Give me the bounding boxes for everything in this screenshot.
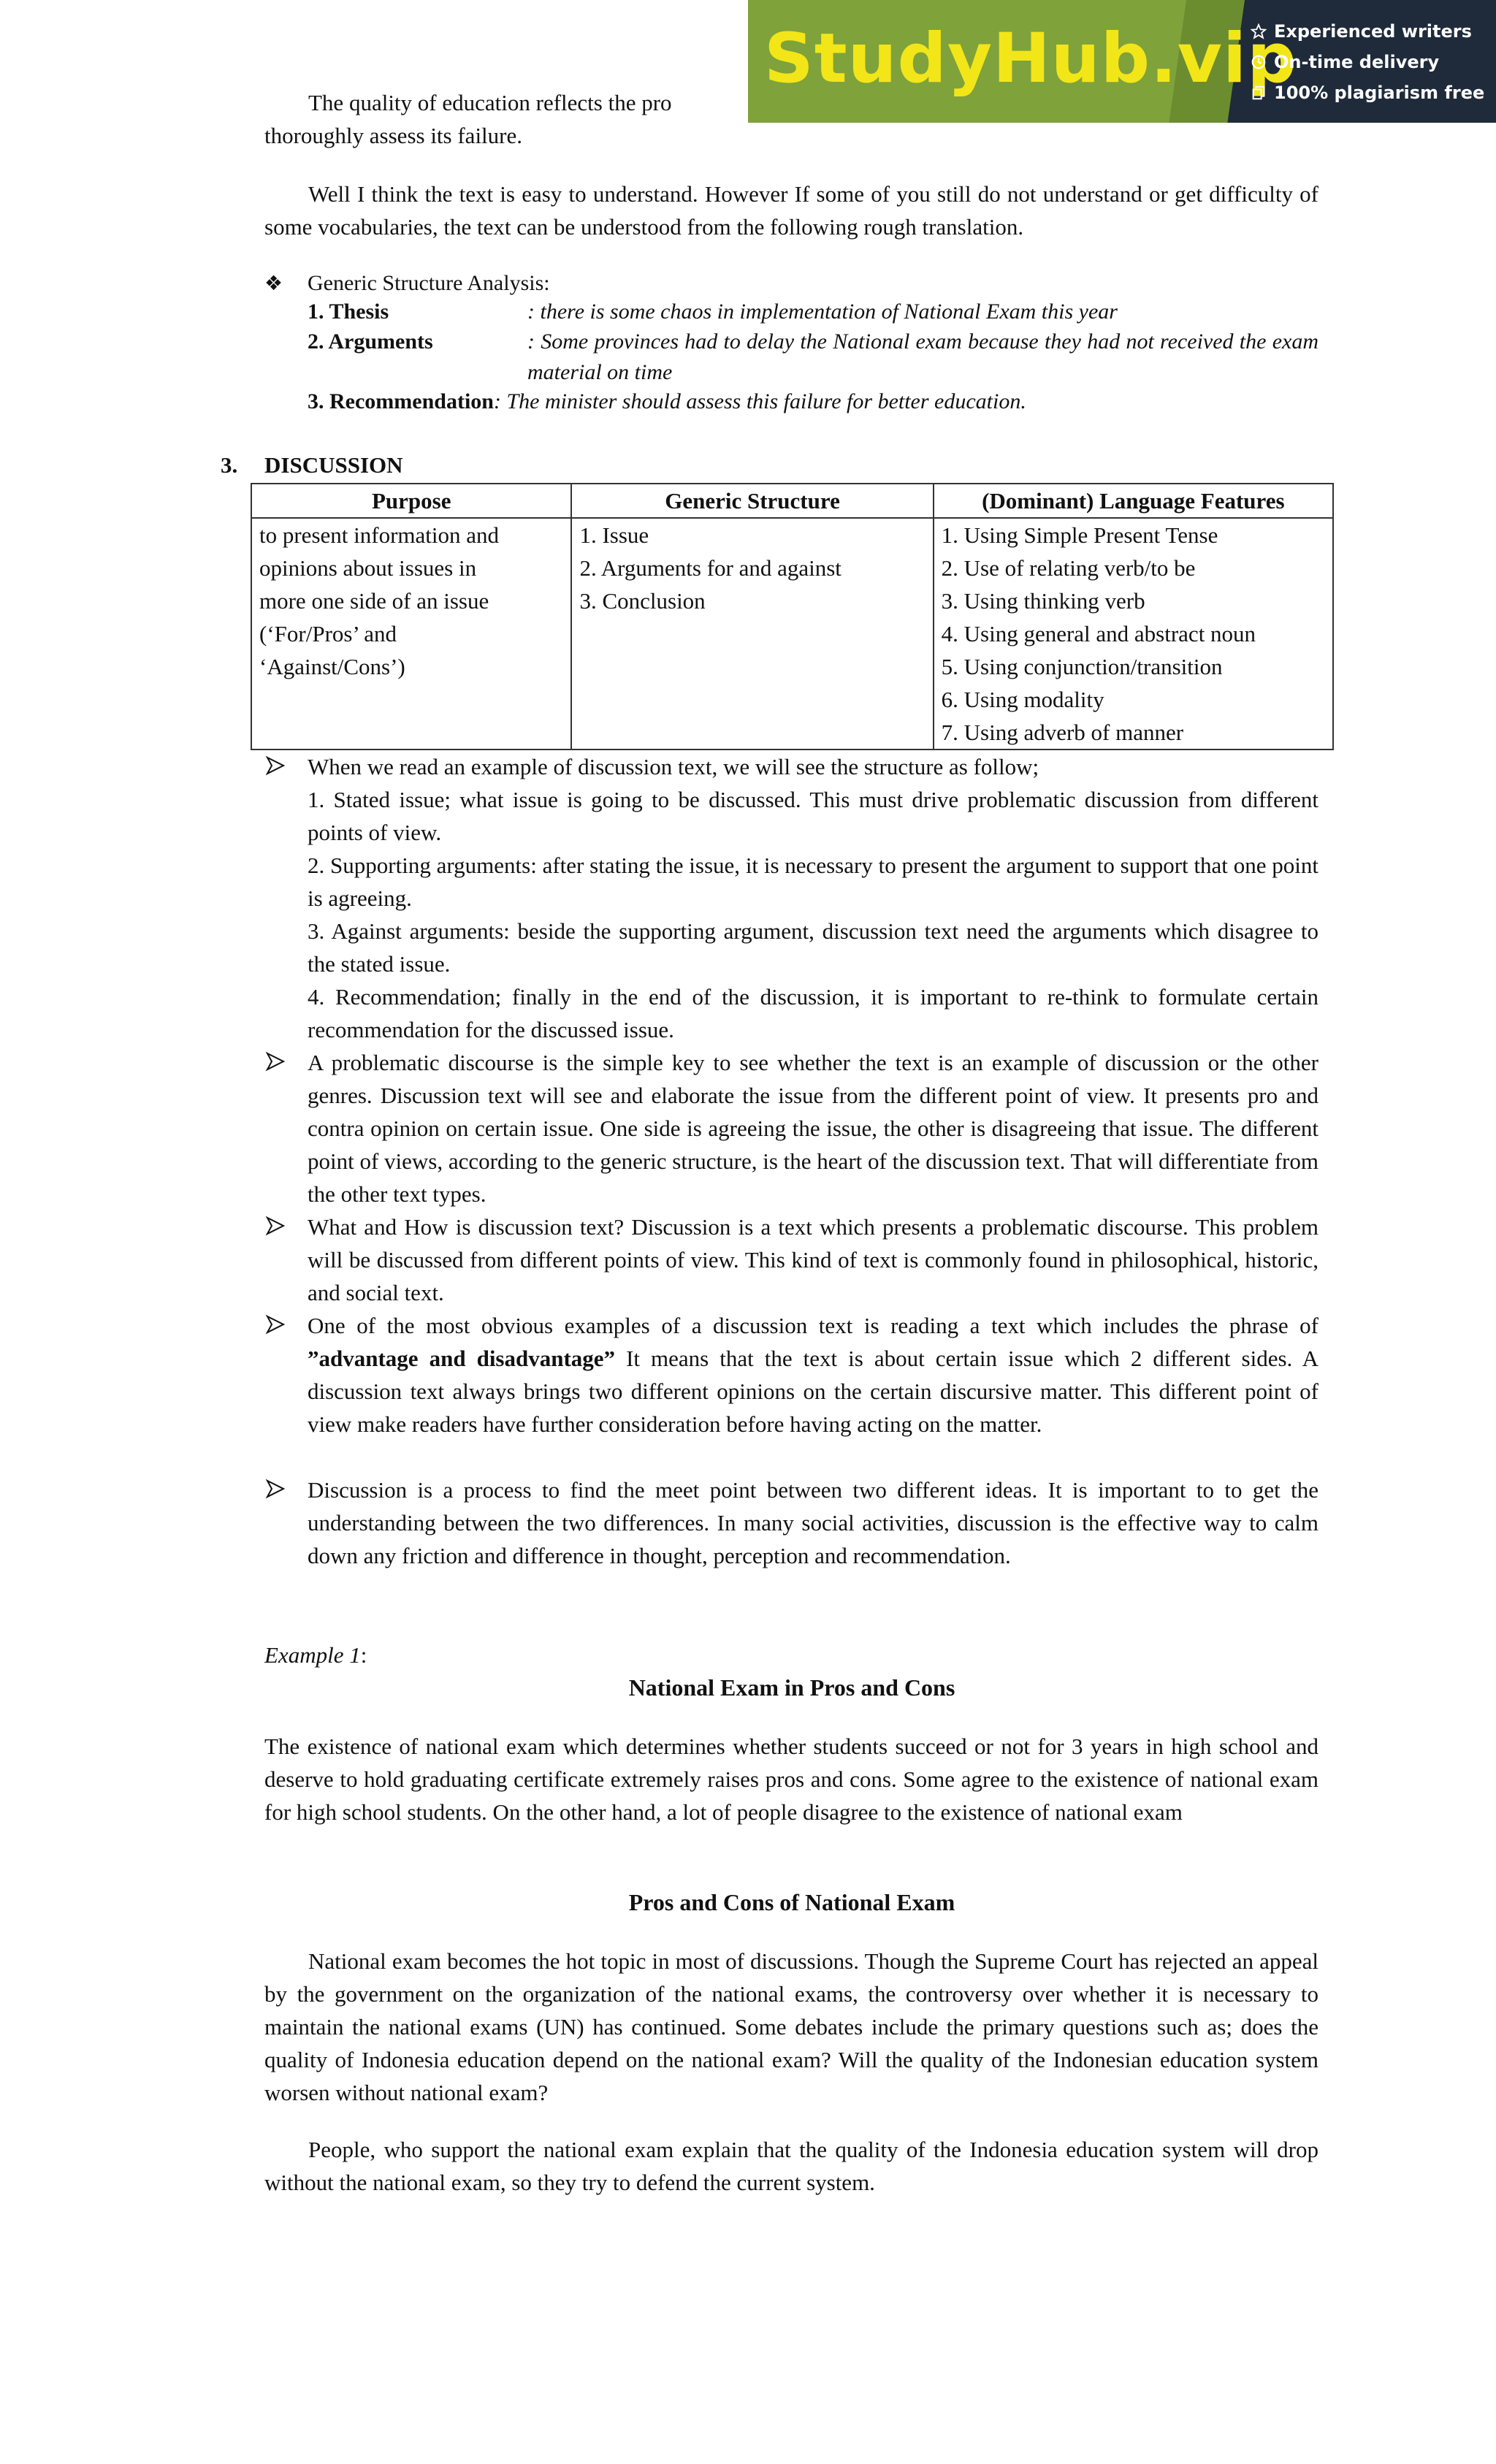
bullet-problematic-discourse: A problematic discourse is the simple key to see whether the text is an example of discussion or the other genres. Discussion text will see and elaborate the issue from the different point of view. It presents pro and contra opinion on certain issue. One side is agreeing the issue, the other is disagreeing that issue. The different point of views, according to the generic structure, is the heart of the discussion text. That will differentiate from the other text types. <box>308 1050 1318 1207</box>
studyhub-banner[interactable] <box>748 0 1496 123</box>
gsa-arguments-label: 2. Arguments <box>308 329 433 354</box>
intro-line-1: The quality of education reflects the pro <box>308 90 672 115</box>
structure-item-1: 1. Stated issue; what issue is going to be discussed. This must drive problematic discussion from different points of view. <box>308 787 1318 845</box>
gsa-recommendation-value: : The minister should assess this failure for better education. <box>493 389 1026 413</box>
intro-paragraph-2: Well I think the text is easy to understand. However If some of you still do not understand or get difficulty of some vocabularies, the text can be understood from the following rough translation. <box>264 181 1318 240</box>
example-title: National Exam in Pros and Cons <box>628 1674 955 1701</box>
arrow-bullet-icon <box>264 1050 286 1072</box>
example-paragraph-3: People, who support the national exam explain that the quality of the Indonesia education system will drop without the national exam, so they try to defend the current system. <box>264 2137 1318 2195</box>
arrow-bullet-icon <box>264 1478 286 1500</box>
header-language-features: (Dominant) Language Features <box>934 484 1333 518</box>
gsa-recommendation-label: 3. Recommendation <box>308 389 494 413</box>
discussion-table <box>251 483 1334 750</box>
header-purpose: Purpose <box>251 484 571 518</box>
arrow-bullet-icon <box>264 1313 286 1335</box>
bullet-what-and-how: What and How is discussion text? Discussion is a text which presents a problematic discourse. This problem will be discussed from different points of view. This kind of text is commonly found in philosophical, historic, and social text. <box>308 1214 1318 1305</box>
table-row <box>251 518 1333 750</box>
table-header-row <box>251 484 1333 518</box>
cell-language-features: 1. Using Simple Present Tense 2. Use of relating verb/to be 3. Using thinking verb 4. Using general and abstract noun 5. Using conjunction/transition 6. Using modality 7. Using adverb of manner <box>934 518 1333 750</box>
gsa-bullet-icon: ❖ <box>264 271 283 295</box>
gsa-thesis-label: 1. Thesis <box>308 300 389 324</box>
copy-icon <box>1251 85 1267 101</box>
arrow-bullet-icon <box>264 755 286 777</box>
gsa-title: Generic Structure Analysis: <box>308 271 550 295</box>
gsa-thesis-value: : there is some chaos in implementation of National Exam this year <box>527 300 1118 324</box>
example-subtitle: Pros and Cons of National Exam <box>628 1889 955 1915</box>
cell-generic-structure: 1. Issue 2. Arguments for and against 3. Conclusion <box>571 518 933 750</box>
example-label: Example 1: <box>264 1642 367 1668</box>
example-paragraph-1: The existence of national exam which determines whether students succeed or not for 3 years in high school and deserve to hold graduating certificate extremely raises pros and cons. Some agree to the existence of national exam for high school students. On the other hand, a lot of people disagree to the existence of national exam <box>264 1733 1318 1825</box>
bullet-structure-intro: When we read an example of discussion text, we will see the structure as follow; <box>308 754 1039 779</box>
star-icon <box>1251 23 1267 39</box>
clock-icon <box>1251 54 1267 70</box>
feature-plagiarism-free: 100% plagiarism free <box>1251 77 1484 108</box>
phrase-advantage-disadvantage: ”advantage and disadvantage” <box>308 1346 616 1371</box>
discussion-heading: DISCUSSION <box>264 452 403 478</box>
bullet-obvious-examples: One of the most obvious examples of a discussion text is reading a text which includes the phrase of ”advantage and disadvantage” It means that the text is about certain issue which 2 different sides. A discussion text always brings two different opinions on the certain discursive matter. This different point of view make readers have further consideration before having acting on the matter. <box>308 1313 1318 1437</box>
gsa-recommendation <box>308 386 1318 417</box>
feature-experienced-writers: Experienced writers <box>1251 16 1484 47</box>
example-paragraph-2: National exam becomes the hot topic in most of discussions. Though the Supreme Court has rejected an appeal by the government on the organization of the national exams, the controversy over whether it is necessary to maintain the national exams (UN) has continued. Some debates include the primary questions such as; does the quality of Indonesia education depend on the national exam? Will the quality of the Indonesian education system worsen without national exam? <box>264 1948 1318 2105</box>
discussion-number: 3. <box>221 452 238 478</box>
feature-on-time-delivery: On-time delivery <box>1251 47 1484 77</box>
intro-paragraph-1-cont: thoroughly assess its failure. <box>264 123 523 148</box>
banner-features <box>1251 16 1484 108</box>
structure-item-2: 2. Supporting arguments: after stating the issue, it is necessary to present the argument to support that one point is agreeing. <box>308 853 1318 911</box>
bullet-discussion-process: Discussion is a process to find the meet point between two different ideas. It is important to to get the understanding between the two differences. In many social activities, discussion is the effective way to calm down any friction and difference in thought, perception and recommendation. <box>308 1477 1318 1568</box>
gsa-arguments-value: : Some provinces had to delay the National exam because they had not received the exam material on time <box>527 329 1318 384</box>
arrow-bullet-icon <box>264 1215 286 1237</box>
header-generic-structure: Generic Structure <box>571 484 933 518</box>
structure-item-3: 3. Against arguments: beside the supporting argument, discussion text need the arguments which disagree to the stated issue. <box>308 918 1318 977</box>
structure-item-4: 4. Recommendation; finally in the end of the discussion, it is important to re-think to formulate certain recommendation for the discussed issue. <box>308 984 1318 1042</box>
cell-purpose: to present information and opinions about issues in more one side of an issue (‘For/Pros’ and ‘Against/Cons’) <box>251 518 571 750</box>
studyhub-logo[interactable]: StudyHub.vip <box>764 19 1297 99</box>
